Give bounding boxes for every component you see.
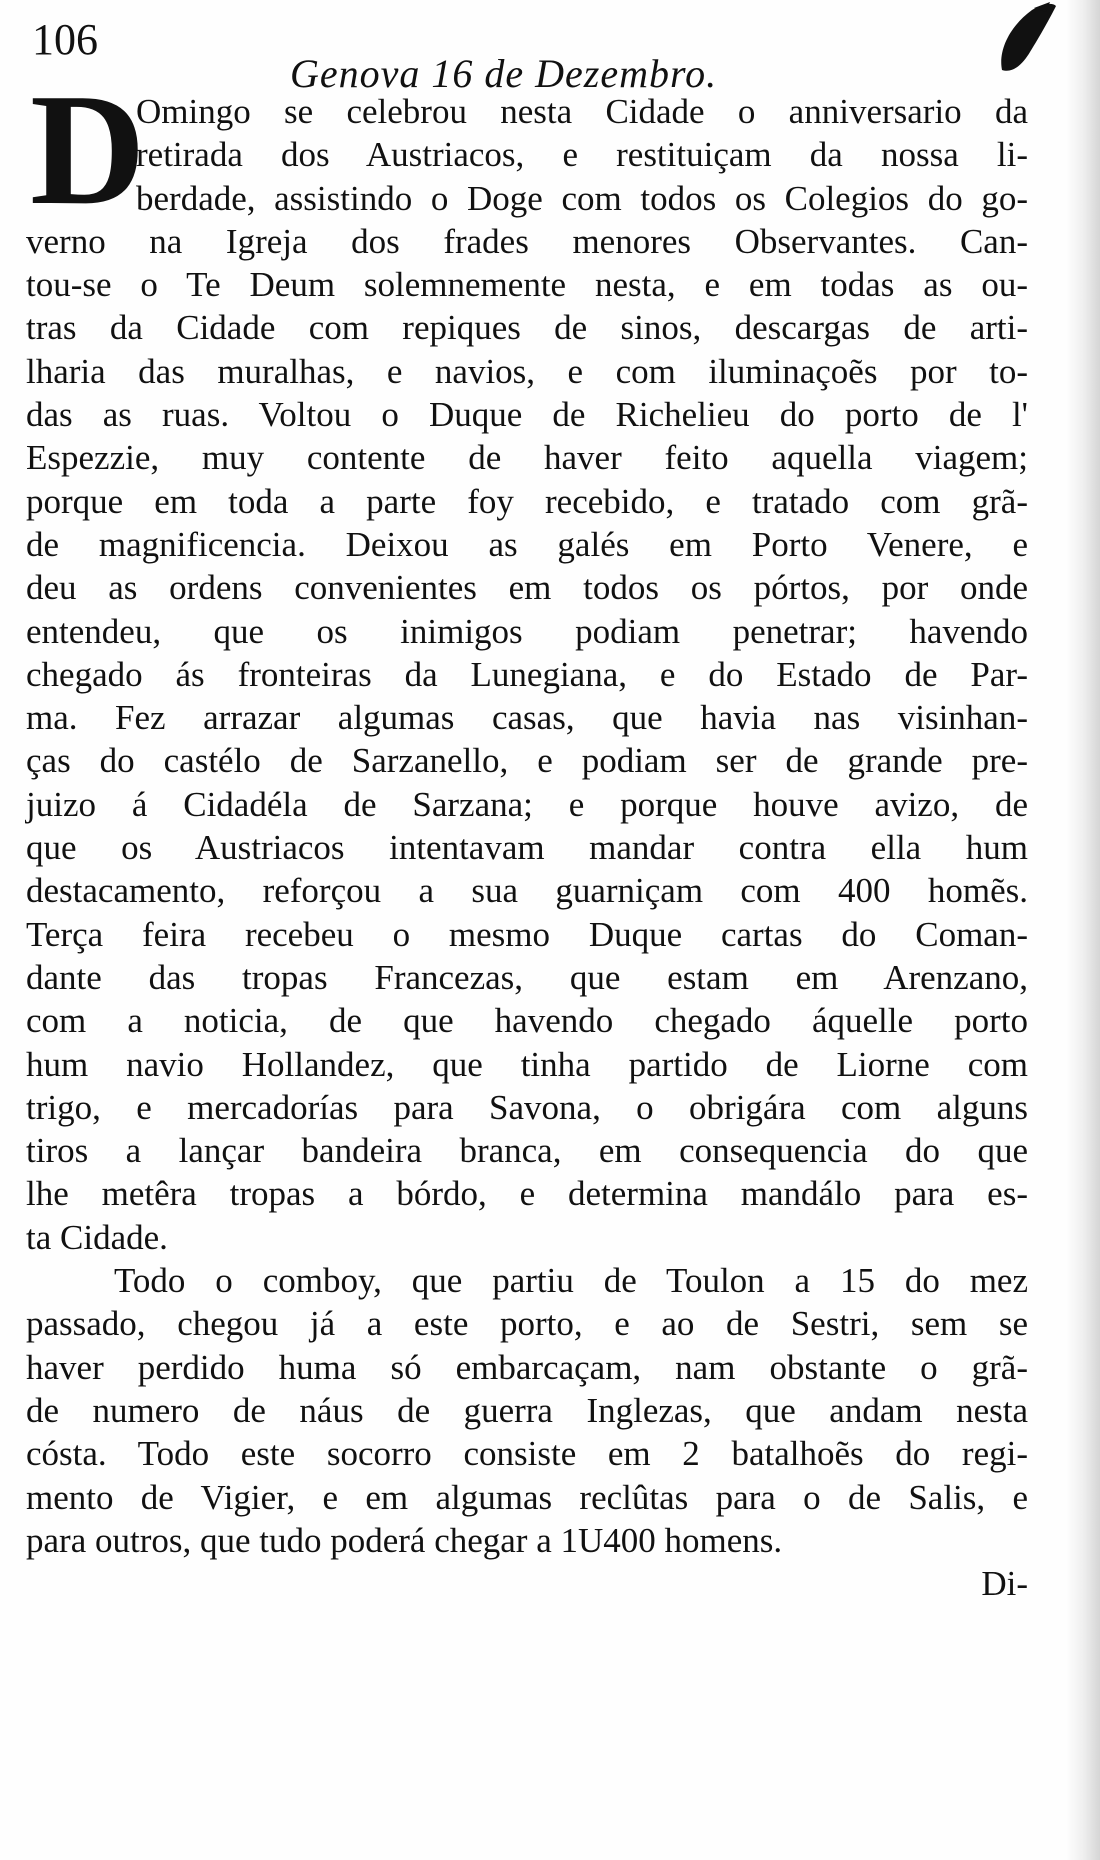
article-body [26,90,1028,1605]
text-line: hum navio Hollandez, que tinha partido de Liorne com [26,1044,1028,1084]
text-line: chegado ás fronteiras da Lunegiana, e do Estado de Par- [26,654,1028,694]
paragraph-2 [26,1259,1028,1562]
dateline-heading: Genova 16 de Dezembro. [290,51,718,96]
ink-blot-ornament [990,0,1060,80]
text-line: ma. Fez arrazar algumas casas, que havia nas visinhan- [26,698,1028,738]
text-line: berdade, assistindo o Doge com todos os Colegios do go- [136,178,1028,218]
text-line: tou-se o Te Deum solemnemente nesta, e em todas as ou- [26,265,1028,305]
text-line: haver perdido huma só embarcaçam, nam obstante o grã- [26,1347,1028,1387]
text-line: cósta. Todo este socorro consiste em 2 batalhoẽs do regi- [26,1434,1028,1474]
text-line: ta Cidade. [26,1217,168,1257]
text-line: verno na Igreja dos frades menores Observantes. Can- [26,221,1028,261]
text-line: das as ruas. Voltou o Duque de Richelieu do porto de l' [26,395,1028,435]
text-line: Omingo se celebrou nesta Cidade o anniversario da [136,92,1028,131]
drop-cap-letter: D [30,60,146,238]
text-line: dante das tropas Francezas, que estam em Arenzano, [26,957,1028,997]
text-line: lhe metêra tropas a bórdo, e determina mandálo para es- [26,1174,1028,1214]
text-line: de numero de náus de guerra Inglezas, que andam nesta [26,1390,1028,1430]
page-edge-shadow [1066,0,1100,1860]
page-number: 106 [32,15,98,64]
text-line: deu as ordens convenientes em todos os pórtos, por onde [26,568,1028,608]
text-line: Espezzie, muy contente de haver feito aquella viagem; [26,438,1028,478]
text-line: Todo o comboy, que partiu de Toulon a 15 do mez [114,1261,1028,1301]
text-line: ças do castélo de Sarzanello, e podiam ser de grande pre- [26,741,1028,781]
text-line: com a noticia, de que havendo chegado áquelle porto [26,1001,1028,1041]
text-line: entendeu, que os inimigos podiam penetrar; havendo [26,611,1028,651]
text-line: para outros, que tudo poderá chegar a 1U400 homens. [26,1520,783,1560]
catchword: Di- [981,1564,1028,1604]
text-line: mento de Vigier, e em algumas reclûtas para o de Salis, e [26,1477,1028,1517]
text-line: de magnificencia. Deixou as galés em Porto Venere, e [26,524,1028,564]
text-line: que os Austriacos intentavam mandar contra ella hum [26,828,1028,868]
text-line: porque em toda a parte foy recebido, e tratado com grã- [26,481,1028,521]
text-line: juizo á Cidadéla de Sarzana; e porque houve avizo, de [26,784,1028,824]
paragraph-1 [26,90,1028,1259]
text-line: tras da Cidade com repiques de sinos, descargas de arti- [26,308,1028,348]
text-line: tiros a lançar bandeira branca, em consequencia do que [26,1131,1028,1171]
text-line: retirada dos Austriacos, e restituiçam da nossa li- [136,135,1028,175]
text-line: destacamento, reforçou a sua guarniçam com 400 homẽs. [26,871,1028,911]
text-line: passado, chegou já a este porto, e ao de Sestri, sem se [26,1304,1028,1344]
text-line: Terça feira recebeu o mesmo Duque cartas do Coman- [26,914,1028,954]
text-line: trigo, e mercadorías para Savona, o obrigára com alguns [26,1087,1028,1127]
text-line: lharia das muralhas, e navios, e com iluminaçoẽs por to- [26,351,1028,391]
